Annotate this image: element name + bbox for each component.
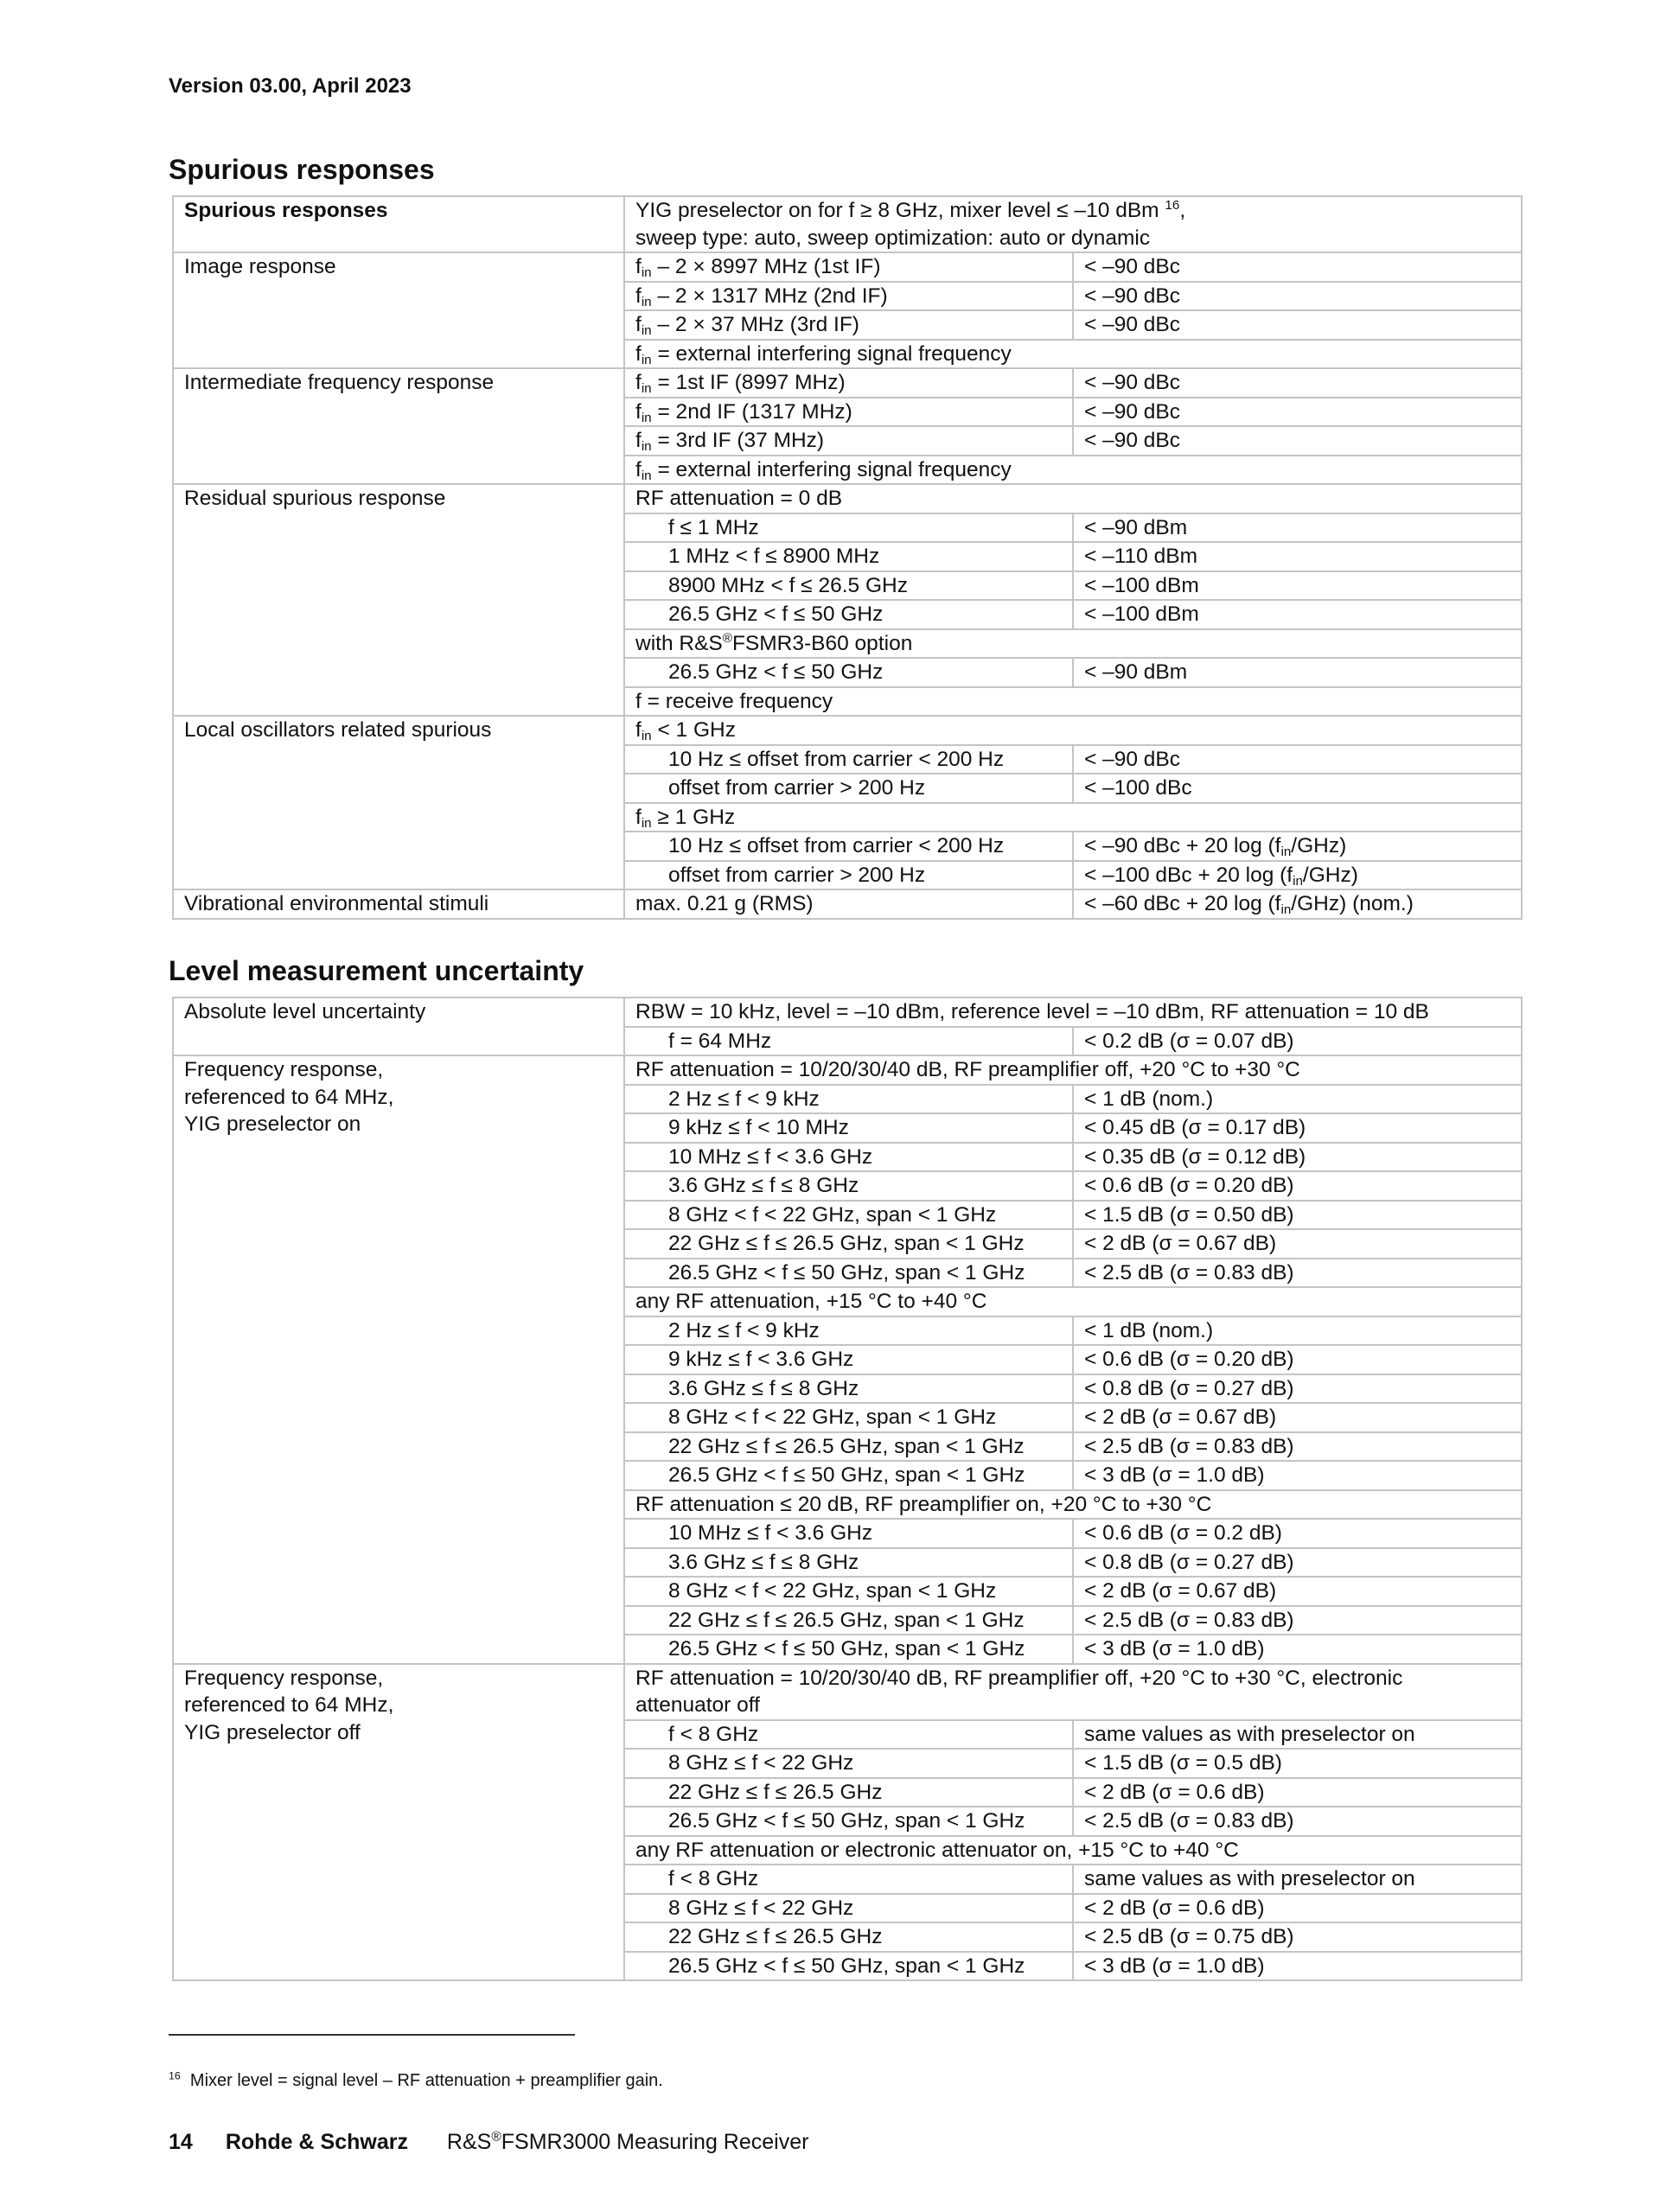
- value-cell: < –90 dBc: [1073, 368, 1522, 398]
- condition-cell: 26.5 GHz < f ≤ 50 GHz, span < 1 GHz: [624, 1259, 1073, 1288]
- condition-cell: 8900 MHz < f ≤ 26.5 GHz: [624, 571, 1073, 601]
- value-cell: < –100 dBc: [1073, 774, 1522, 803]
- spec-row: [173, 998, 1522, 1027]
- value-cell: < 2 dB (σ = 0.6 dB): [1073, 1778, 1522, 1807]
- value-cell: < 1 dB (nom.): [1073, 1316, 1522, 1346]
- condition-cell: $f_{in} = 2nd$ IF (1317 MHz): [624, 398, 1073, 427]
- spec-row: [173, 196, 1522, 252]
- condition-cell: any RF attenuation, +15 °C to +40 °C: [624, 1287, 1522, 1316]
- value-cell: < 0.45 dB (σ = 0.17 dB): [1073, 1113, 1522, 1143]
- condition-cell: 8 GHz < f < 22 GHz, span < 1 GHz: [624, 1577, 1073, 1606]
- value-cell: < 2 dB (σ = 0.67 dB): [1073, 1229, 1522, 1259]
- condition-cell: 26.5 GHz < f ≤ 50 GHz, span < 1 GHz: [624, 1635, 1073, 1664]
- condition-cell: 9 kHz ≤ f < 3.6 GHz: [624, 1345, 1073, 1374]
- condition-cell: RF attenuation = 10/20/30/40 dB, RF preamplifier off, +20 °C to +30 °C: [624, 1055, 1522, 1085]
- value-cell: same values as with preselector on: [1073, 1720, 1522, 1750]
- condition-cell: RF attenuation = 10/20/30/40 dB, RF preamplifier off, +20 °C to +30 °C, electronic attenuator off: [624, 1664, 1522, 1720]
- condition-cell: 22 GHz ≤ f ≤ 26.5 GHz: [624, 1922, 1073, 1952]
- condition-cell: offset from carrier > 200 Hz: [624, 861, 1073, 890]
- value-cell: < 0.2 dB (σ = 0.07 dB): [1073, 1027, 1522, 1056]
- condition-cell: $f_{in}$ = external interfering signal frequency: [624, 456, 1522, 485]
- value-cell: < –90 dBm: [1073, 658, 1522, 687]
- spec-row: [173, 716, 1522, 745]
- condition-cell: 22 GHz ≤ f ≤ 26.5 GHz, span < 1 GHz: [624, 1432, 1073, 1462]
- value-cell: < 2.5 dB (σ = 0.83 dB): [1073, 1259, 1522, 1288]
- value-cell: < 1.5 dB (σ = 0.5 dB): [1073, 1749, 1522, 1778]
- parameter-label: Residual spurious response: [173, 484, 624, 716]
- page-number: 14: [169, 2130, 193, 2154]
- value-cell: < –90 dBc: [1073, 282, 1522, 311]
- value-cell: < –90 dBc: [1073, 310, 1522, 340]
- section-title-spurious: Spurious responses: [169, 154, 435, 185]
- footnote-text: Mixer level = signal level – RF attenuation + preamplifier gain.: [189, 2071, 663, 2090]
- value-cell: < 0.35 dB (σ = 0.12 dB): [1073, 1143, 1522, 1172]
- value-cell: < 3 dB (σ = 1.0 dB): [1073, 1952, 1522, 1981]
- condition-cell: 10 MHz ≤ f < 3.6 GHz: [624, 1143, 1073, 1172]
- value-cell: < –100 dBm: [1073, 571, 1522, 601]
- condition-cell: $f_{in} = 1st$ IF (8997 MHz): [624, 368, 1073, 398]
- footnote: [169, 2071, 663, 2091]
- condition-cell: $f_{in}$ = external interfering signal frequency: [624, 340, 1522, 369]
- condition-cell: 8 GHz < f < 22 GHz, span < 1 GHz: [624, 1403, 1073, 1432]
- value-cell: < 3 dB (σ = 1.0 dB): [1073, 1635, 1522, 1664]
- condition-cell: 22 GHz ≤ f ≤ 26.5 GHz, span < 1 GHz: [624, 1606, 1073, 1635]
- condition-cell: 22 GHz ≤ f ≤ 26.5 GHz: [624, 1778, 1073, 1807]
- condition-cell: 26.5 GHz < f ≤ 50 GHz: [624, 658, 1073, 687]
- condition-cell: with R&S®FSMR3-B60 option: [624, 629, 1522, 659]
- condition-cell: f < 8 GHz: [624, 1720, 1073, 1750]
- spec-row: [173, 484, 1522, 513]
- condition-cell: 8 GHz < f < 22 GHz, span < 1 GHz: [624, 1201, 1073, 1230]
- condition-cell: 8 GHz ≤ f < 22 GHz: [624, 1749, 1073, 1778]
- company-name: Rohde & Schwarz: [225, 2130, 408, 2154]
- parameter-label: Spurious responses: [173, 196, 624, 252]
- value-cell: < 0.6 dB (σ = 0.20 dB): [1073, 1345, 1522, 1374]
- condition-cell: 26.5 GHz < f ≤ 50 GHz, span < 1 GHz: [624, 1807, 1073, 1836]
- condition-cell: 26.5 GHz < f ≤ 50 GHz, span < 1 GHz: [624, 1952, 1073, 1981]
- parameter-label: Frequency response, referenced to 64 MHz, YIG preselector on: [173, 1055, 624, 1664]
- condition-cell: $f_{in} = 3rd$ IF (37 MHz): [624, 426, 1073, 456]
- condition-cell: any RF attenuation or electronic attenuator on, +15 °C to +40 °C: [624, 1836, 1522, 1865]
- value-cell: < –90 dBm: [1073, 513, 1522, 543]
- condition-cell: 10 MHz ≤ f < 3.6 GHz: [624, 1519, 1073, 1548]
- value-cell: < 0.8 dB (σ = 0.27 dB): [1073, 1548, 1522, 1578]
- spec-row: [173, 252, 1522, 282]
- condition-cell: $f_{in} - 2 \times 8997$ MHz (1st IF): [624, 252, 1073, 282]
- value-cell: < 1.5 dB (σ = 0.50 dB): [1073, 1201, 1522, 1230]
- spec-row: [173, 889, 1522, 919]
- value-cell: < –60 dBc + 20 $\log (f_{in}/GHz)$ (nom.): [1073, 889, 1522, 919]
- value-cell: < –100 dBm: [1073, 600, 1522, 629]
- condition-cell: 3.6 GHz ≤ f ≤ 8 GHz: [624, 1548, 1073, 1578]
- footnote-divider: [169, 2034, 575, 2036]
- value-cell: < 0.8 dB (σ = 0.27 dB): [1073, 1374, 1522, 1404]
- parameter-label: Intermediate frequency response: [173, 368, 624, 484]
- spec-row: [173, 368, 1522, 398]
- condition-cell: $f_{in} - 2 \times 1317$ MHz (2nd IF): [624, 282, 1073, 311]
- value-cell: < 2 dB (σ = 0.6 dB): [1073, 1894, 1522, 1923]
- parameter-label: Vibrational environmental stimuli: [173, 889, 624, 919]
- value-cell: < –110 dBm: [1073, 542, 1522, 571]
- footnote-number: 16: [169, 2069, 181, 2082]
- value-cell: < 2.5 dB (σ = 0.83 dB): [1073, 1606, 1522, 1635]
- spec-row: [173, 1664, 1522, 1720]
- value-cell: same values as with preselector on: [1073, 1865, 1522, 1894]
- condition-cell: 22 GHz ≤ f ≤ 26.5 GHz, span < 1 GHz: [624, 1229, 1073, 1259]
- value-cell: < 2.5 dB (σ = 0.83 dB): [1073, 1432, 1522, 1462]
- product-name: R&S®FSMR3000 Measuring Receiver: [446, 2129, 809, 2154]
- condition-cell: 1 MHz < f ≤ 8900 MHz: [624, 542, 1073, 571]
- value-cell: < 0.6 dB (σ = 0.20 dB): [1073, 1171, 1522, 1201]
- value-cell: < –100 dBc + 20 $\log (f_{in}/GHz)$: [1073, 861, 1522, 890]
- value-cell: < 2 dB (σ = 0.67 dB): [1073, 1403, 1522, 1432]
- document-version: Version 03.00, April 2023: [169, 74, 412, 98]
- condition-cell: offset from carrier > 200 Hz: [624, 774, 1073, 803]
- condition-cell: 2 Hz ≤ f < 9 kHz: [624, 1316, 1073, 1346]
- condition-cell: 2 Hz ≤ f < 9 kHz: [624, 1085, 1073, 1114]
- condition-cell: RF attenuation ≤ 20 dB, RF preamplifier on, +20 °C to +30 °C: [624, 1490, 1522, 1520]
- value-cell: < 2.5 dB (σ = 0.75 dB): [1073, 1922, 1522, 1952]
- value-cell: < –90 dBc: [1073, 252, 1522, 282]
- condition-cell: f = 64 MHz: [624, 1027, 1073, 1056]
- value-cell: < –90 dBc: [1073, 745, 1522, 775]
- value-cell: < –90 dBc: [1073, 426, 1522, 456]
- value-cell: < 1 dB (nom.): [1073, 1085, 1522, 1114]
- condition-cell: 26.5 GHz < f ≤ 50 GHz, span < 1 GHz: [624, 1461, 1073, 1490]
- value-cell: < 3 dB (σ = 1.0 dB): [1073, 1461, 1522, 1490]
- condition-cell: 10 Hz ≤ offset from carrier < 200 Hz: [624, 745, 1073, 775]
- condition-cell: 26.5 GHz < f ≤ 50 GHz: [624, 600, 1073, 629]
- value-cell: < –90 dBc + 20 $\log (f_{in}/GHz)$: [1073, 832, 1522, 861]
- value-cell: < 2.5 dB (σ = 0.83 dB): [1073, 1807, 1522, 1836]
- parameter-label: Local oscillators related spurious: [173, 716, 624, 889]
- level-uncertainty-table: [172, 997, 1523, 1981]
- condition-cell: max. 0.21 g (RMS): [624, 889, 1073, 919]
- parameter-label: Image response: [173, 252, 624, 368]
- condition-cell: YIG preselector on for f ≥ 8 GHz, mixer level ≤ –10 dBm $^{16}$, sweep type: auto, sweep optimization: auto or dynamic: [624, 196, 1522, 252]
- condition-cell: f ≤ 1 MHz: [624, 513, 1073, 543]
- condition-cell: 8 GHz ≤ f < 22 GHz: [624, 1894, 1073, 1923]
- parameter-label: Absolute level uncertainty: [173, 998, 624, 1055]
- condition-cell: $f_{in} - 2 \times 37$ MHz (3rd IF): [624, 310, 1073, 340]
- condition-cell: 9 kHz ≤ f < 10 MHz: [624, 1113, 1073, 1143]
- section-title-level-uncertainty: Level measurement uncertainty: [169, 955, 584, 986]
- condition-cell: 10 Hz ≤ offset from carrier < 200 Hz: [624, 832, 1073, 861]
- condition-cell: f = receive frequency: [624, 687, 1522, 717]
- condition-cell: $f_{in} < 1$ GHz: [624, 716, 1522, 745]
- condition-cell: $f_{in} \ge 1$ GHz: [624, 803, 1522, 832]
- parameter-label: Frequency response, referenced to 64 MHz, YIG preselector off: [173, 1664, 624, 1981]
- page-footer: [169, 2130, 808, 2155]
- value-cell: < 0.6 dB (σ = 0.2 dB): [1073, 1519, 1522, 1548]
- condition-cell: RF attenuation = 0 dB: [624, 484, 1522, 513]
- condition-cell: f < 8 GHz: [624, 1865, 1073, 1894]
- condition-cell: RBW = 10 kHz, level = –10 dBm, reference level = –10 dBm, RF attenuation = 10 dB: [624, 998, 1522, 1027]
- value-cell: < 2 dB (σ = 0.67 dB): [1073, 1577, 1522, 1606]
- condition-cell: 3.6 GHz ≤ f ≤ 8 GHz: [624, 1374, 1073, 1404]
- spurious-responses-table: [172, 195, 1523, 920]
- value-cell: < –90 dBc: [1073, 398, 1522, 427]
- spec-row: [173, 1055, 1522, 1085]
- condition-cell: 3.6 GHz ≤ f ≤ 8 GHz: [624, 1171, 1073, 1201]
